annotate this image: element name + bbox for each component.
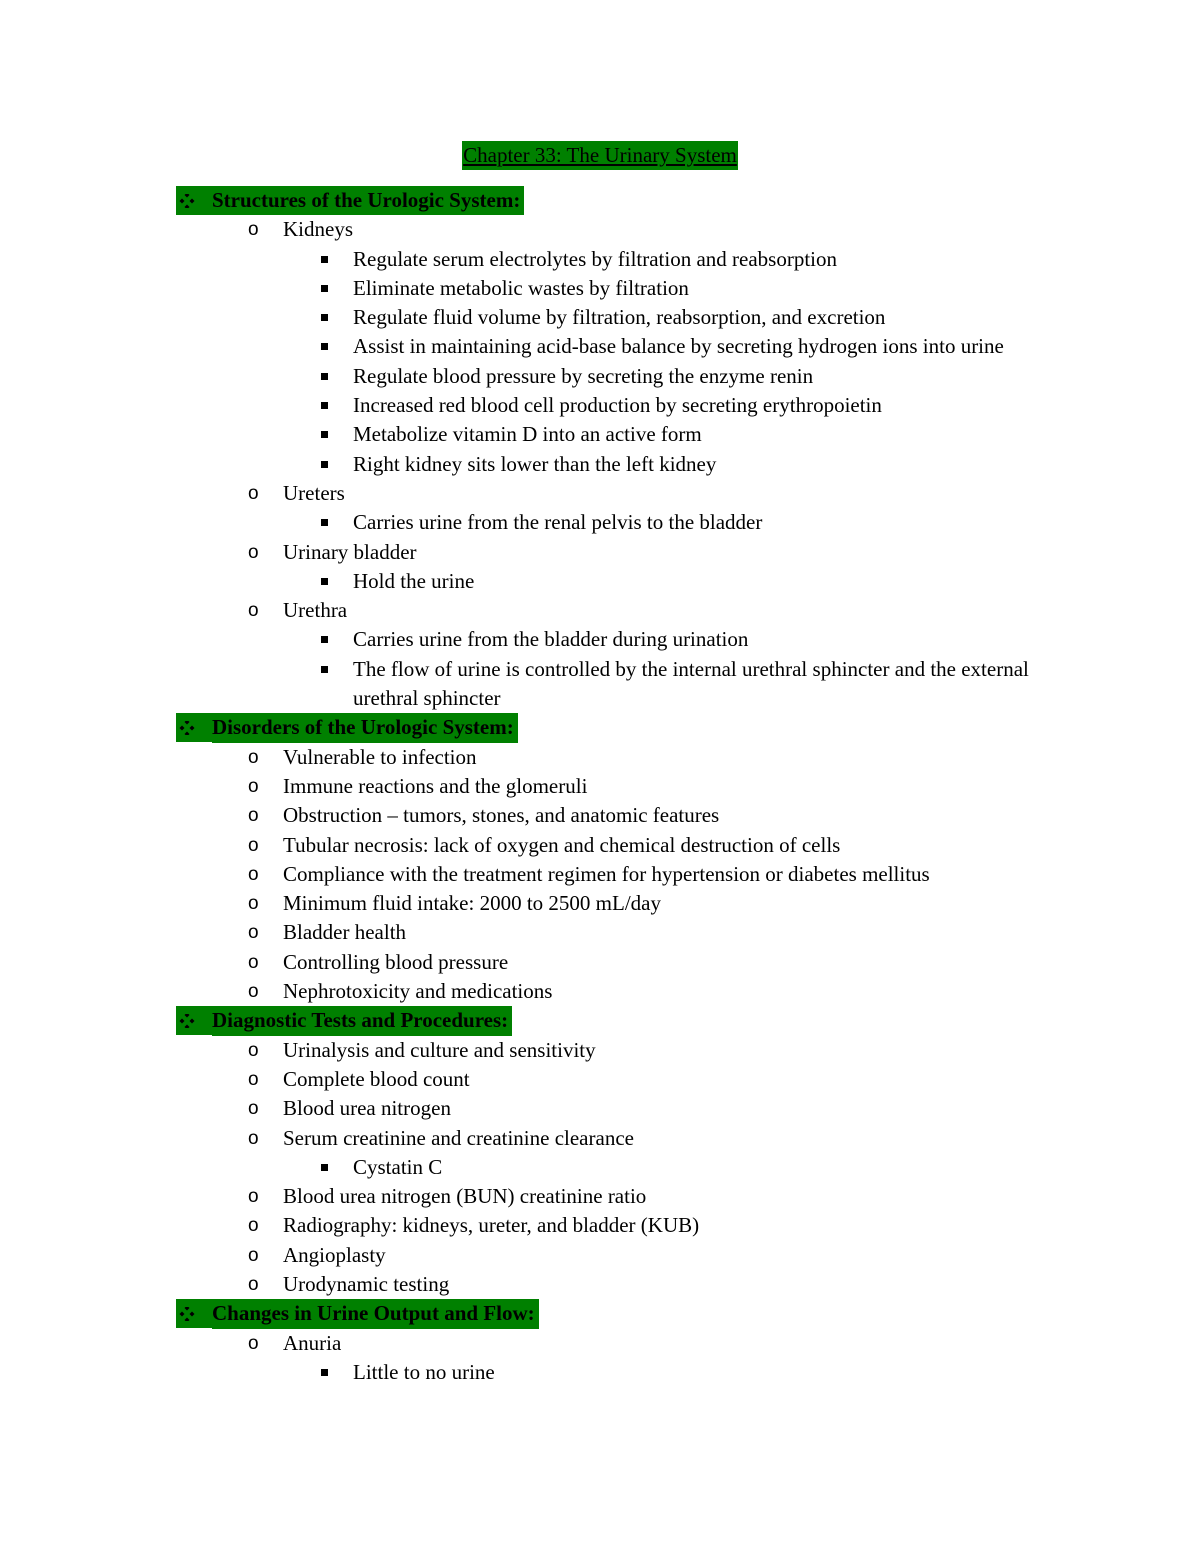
outline-item-text: Blood urea nitrogen bbox=[283, 1096, 451, 1121]
section-heading-row bbox=[176, 186, 1046, 215]
circle-bullet-icon: o bbox=[248, 1098, 259, 1120]
outline-subitem-text: Regulate blood pressure by secreting the enzyme renin bbox=[353, 363, 814, 388]
outline-item bbox=[176, 977, 1046, 1006]
section-heading-row bbox=[176, 1006, 1046, 1035]
circle-bullet-icon: o bbox=[248, 482, 259, 504]
circle-bullet-icon: o bbox=[248, 600, 259, 622]
outline-subitem bbox=[176, 655, 1046, 714]
outline-item-text: Compliance with the treatment regimen for hypertension or diabetes mellitus bbox=[283, 861, 930, 886]
circle-bullet-icon: o bbox=[248, 805, 259, 827]
outline-subitem-text: Cystatin C bbox=[353, 1154, 443, 1179]
square-bullet-icon bbox=[321, 666, 328, 673]
outline-item-text: Urinary bladder bbox=[283, 539, 417, 564]
outline-item bbox=[176, 1270, 1046, 1299]
circle-bullet-icon: o bbox=[248, 775, 259, 797]
outline-item-text: Kidneys bbox=[283, 217, 353, 242]
outline-item-text: Angioplasty bbox=[283, 1242, 386, 1267]
circle-bullet-icon: o bbox=[248, 834, 259, 856]
outline-subitem bbox=[176, 1358, 1046, 1387]
outline-item-text: Ureters bbox=[283, 480, 345, 505]
outline-subitem-text: Carries urine from the bladder during urination bbox=[353, 627, 749, 652]
square-bullet-icon bbox=[321, 343, 328, 350]
diamond-bullet-icon bbox=[176, 1006, 212, 1035]
outline-item bbox=[176, 1036, 1046, 1065]
circle-bullet-icon: o bbox=[248, 1186, 259, 1208]
outline-item bbox=[176, 1124, 1046, 1153]
circle-bullet-icon: o bbox=[248, 922, 259, 944]
outline-item bbox=[176, 1065, 1046, 1094]
outline-item-text: Controlling blood pressure bbox=[283, 949, 509, 974]
outline-item bbox=[176, 596, 1046, 625]
outline-item-text: Serum creatinine and creatinine clearance bbox=[283, 1125, 634, 1150]
square-bullet-icon bbox=[321, 519, 328, 526]
circle-bullet-icon: o bbox=[248, 951, 259, 973]
circle-bullet-icon: o bbox=[248, 746, 259, 768]
square-bullet-icon bbox=[321, 285, 328, 292]
square-bullet-icon bbox=[321, 256, 328, 263]
section-heading: Changes in Urine Output and Flow: bbox=[212, 1299, 539, 1328]
square-bullet-icon bbox=[321, 578, 328, 585]
outline-subitem bbox=[176, 274, 1046, 303]
outline-item bbox=[176, 801, 1046, 830]
outline-item bbox=[176, 889, 1046, 918]
outline-item-text: Blood urea nitrogen (BUN) creatinine ratio bbox=[283, 1184, 647, 1209]
circle-bullet-icon: o bbox=[248, 1244, 259, 1266]
diamond-bullet-icon bbox=[176, 186, 212, 215]
outline-subitem bbox=[176, 567, 1046, 596]
section-heading-row bbox=[176, 1299, 1046, 1328]
outline-content bbox=[176, 186, 1046, 1387]
outline-item-text: Vulnerable to infection bbox=[283, 744, 477, 769]
outline-subitem bbox=[176, 420, 1046, 449]
section-heading: Structures of the Urologic System: bbox=[212, 186, 524, 215]
outline-subitem bbox=[176, 245, 1046, 274]
outline-subitem-text: The flow of urine is controlled by the internal urethral sphincter and the external urethral sphincter bbox=[353, 656, 1029, 711]
circle-bullet-icon: o bbox=[248, 1215, 259, 1237]
outline-item bbox=[176, 772, 1046, 801]
outline-item bbox=[176, 860, 1046, 889]
outline-subitem bbox=[176, 303, 1046, 332]
square-bullet-icon bbox=[321, 1369, 328, 1376]
document-title: Chapter 33: The Urinary System bbox=[462, 141, 738, 170]
outline-item-text: Urodynamic testing bbox=[283, 1271, 450, 1296]
outline-subitem-text: Eliminate metabolic wastes by filtration bbox=[353, 275, 689, 300]
outline-item bbox=[176, 831, 1046, 860]
outline-item-text: Complete blood count bbox=[283, 1066, 470, 1091]
square-bullet-icon bbox=[321, 314, 328, 321]
outline-item-text: Anuria bbox=[283, 1330, 342, 1355]
square-bullet-icon bbox=[321, 373, 328, 380]
square-bullet-icon bbox=[321, 461, 328, 468]
outline-subitem bbox=[176, 391, 1046, 420]
outline-subitem bbox=[176, 1153, 1046, 1182]
outline-subitem-text: Assist in maintaining acid-base balance by secreting hydrogen ions into urine bbox=[353, 334, 1004, 359]
circle-bullet-icon: o bbox=[248, 219, 259, 241]
section-heading: Diagnostic Tests and Procedures: bbox=[212, 1006, 512, 1035]
circle-bullet-icon: o bbox=[248, 863, 259, 885]
outline-subitem bbox=[176, 625, 1046, 654]
square-bullet-icon bbox=[321, 636, 328, 643]
outline-item bbox=[176, 479, 1046, 508]
outline-item-text: Urinalysis and culture and sensitivity bbox=[283, 1037, 596, 1062]
outline-item-text: Radiography: kidneys, ureter, and bladder (KUB) bbox=[283, 1213, 700, 1238]
outline-item bbox=[176, 1329, 1046, 1358]
outline-item-text: Urethra bbox=[283, 598, 348, 623]
section-heading-row bbox=[176, 713, 1046, 742]
diamond-bullet-icon bbox=[176, 713, 212, 742]
outline-subitem-text: Regulate serum electrolytes by filtration and reabsorption bbox=[353, 246, 838, 271]
outline-subitem-text: Little to no urine bbox=[353, 1359, 495, 1384]
circle-bullet-icon: o bbox=[248, 893, 259, 915]
circle-bullet-icon: o bbox=[248, 1127, 259, 1149]
outline-item bbox=[176, 215, 1046, 244]
circle-bullet-icon: o bbox=[248, 1039, 259, 1061]
square-bullet-icon bbox=[321, 431, 328, 438]
outline-subitem-text: Carries urine from the renal pelvis to the bladder bbox=[353, 510, 763, 535]
outline-item bbox=[176, 1211, 1046, 1240]
section-heading: Disorders of the Urologic System: bbox=[212, 713, 518, 742]
diamond-bullet-icon bbox=[176, 1299, 212, 1328]
outline-item-text: Bladder health bbox=[283, 920, 407, 945]
outline-subitem bbox=[176, 450, 1046, 479]
title-line bbox=[0, 141, 1200, 170]
outline-item bbox=[176, 743, 1046, 772]
outline-subitem bbox=[176, 362, 1046, 391]
circle-bullet-icon: o bbox=[248, 541, 259, 563]
outline-item-text: Immune reactions and the glomeruli bbox=[283, 773, 588, 798]
circle-bullet-icon: o bbox=[248, 1273, 259, 1295]
outline-item bbox=[176, 538, 1046, 567]
outline-item bbox=[176, 918, 1046, 947]
outline-subitem-text: Right kidney sits lower than the left kidney bbox=[353, 451, 717, 476]
outline-item-text: Tubular necrosis: lack of oxygen and chemical destruction of cells bbox=[283, 832, 841, 857]
outline-subitem bbox=[176, 508, 1046, 537]
outline-subitem-text: Regulate fluid volume by filtration, reabsorption, and excretion bbox=[353, 305, 886, 330]
square-bullet-icon bbox=[321, 1164, 328, 1171]
square-bullet-icon bbox=[321, 402, 328, 409]
outline-item bbox=[176, 948, 1046, 977]
outline-item bbox=[176, 1182, 1046, 1211]
circle-bullet-icon: o bbox=[248, 981, 259, 1003]
outline-item-text: Nephrotoxicity and medications bbox=[283, 979, 553, 1004]
outline-item bbox=[176, 1094, 1046, 1123]
outline-subitem-text: Increased red blood cell production by secreting erythropoietin bbox=[353, 393, 882, 418]
circle-bullet-icon: o bbox=[248, 1332, 259, 1354]
outline-subitem-text: Hold the urine bbox=[353, 568, 475, 593]
outline-item-text: Obstruction – tumors, stones, and anatomic features bbox=[283, 803, 720, 828]
circle-bullet-icon: o bbox=[248, 1068, 259, 1090]
outline-item-text: Minimum fluid intake: 2000 to 2500 mL/day bbox=[283, 891, 661, 916]
outline-subitem bbox=[176, 332, 1046, 361]
outline-subitem-text: Metabolize vitamin D into an active form bbox=[353, 422, 702, 447]
outline-item bbox=[176, 1241, 1046, 1270]
